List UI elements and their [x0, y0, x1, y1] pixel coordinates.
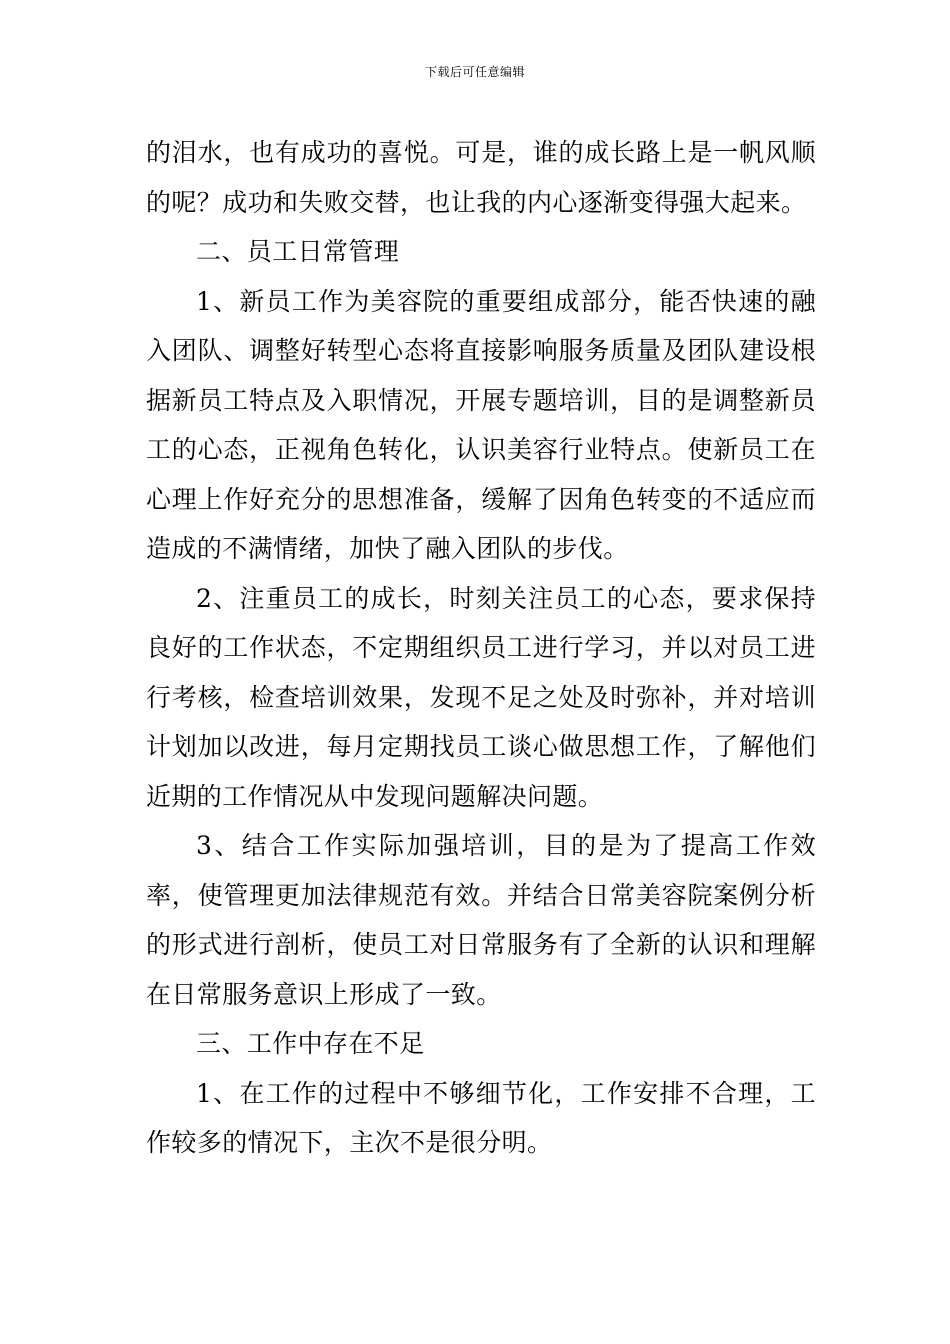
page-header: 下载后可任意编辑: [424, 65, 525, 79]
paragraph: 1、新员工作为美容院的重要组成部分，能否快速的融入团队、调整好转型心态将直接影响服务质量及团队建设根据新员工特点及入职情况，开展专题培训，目的是调整新员工的心态，正视角色转化，认识美容行业特点。使新员工在心理上作好充分的思想准备，缓解了因角色转变的不适应而造成的不满情绪，加快了融入团队的步伐。: [146, 286, 816, 563]
paragraph: 1、在工作的过程中不够细节化，工作安排不合理，工作较多的情况下，主次不是很分明。: [146, 1078, 816, 1157]
section-heading: 三、工作中存在不足: [196, 1029, 425, 1058]
paragraph: 的泪水，也有成功的喜悦。可是，谁的成长路上是一帆风顺的呢？成功和失败交替，也让我的内心逐渐变得强大起来。: [146, 138, 816, 217]
paragraph: 3、结合工作实际加强培训，目的是为了提高工作效率，使管理更加法律规范有效。并结合日常美容院案例分析的形式进行剖析，使员工对日常服务有了全新的认识和理解在日常服务意识上形成了一致。: [146, 831, 816, 1009]
section-heading: 二、员工日常管理: [196, 237, 400, 266]
paragraph: 2、注重员工的成长，时刻关注员工的心态，要求保持良好的工作状态，不定期组织员工进行学习，并以对员工进行考核，检查培训效果，发现不足之处及时弥补，并对培训计划加以改进，每月定期找员工谈心做思想工作，了解他们近期的工作情况从中发现问题解决问题。: [146, 583, 816, 811]
document-body: [146, 128, 816, 1168]
